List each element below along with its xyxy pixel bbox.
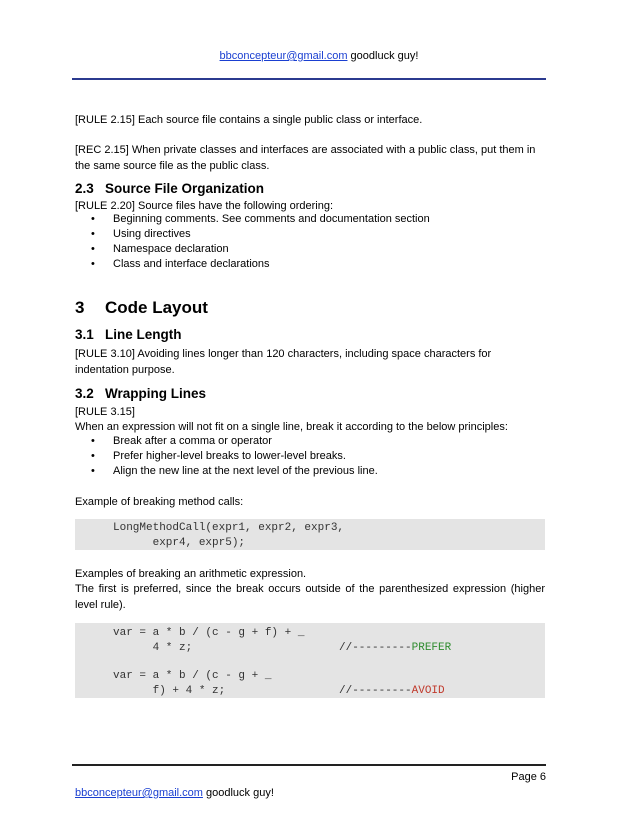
comment-dashes: //---------: [339, 642, 412, 654]
section-3-2-heading: [75, 386, 206, 401]
rule-3-15-text: When an expression will not fit on a single line, break it according to the below principles:: [75, 421, 508, 433]
avoid-tag: AVOID: [411, 685, 445, 697]
list-item: • Prefer higher-level breaks to lower-level breaks.: [75, 449, 545, 464]
prefer-tag: PREFER: [411, 642, 452, 654]
page-number: Page 6: [511, 771, 546, 783]
rule-3-10: [RULE 3.10] Avoiding lines longer than 120 characters, including space characters for indentation purpose.: [75, 348, 492, 376]
list-item: • Namespace declaration: [75, 242, 545, 257]
footer-divider: [72, 764, 546, 766]
wrapping-list-container: [75, 434, 545, 479]
section-title: Line Length: [105, 327, 182, 342]
code-line: var = a * b / (c - g + f) + _: [113, 627, 305, 639]
code-comment: [339, 642, 451, 654]
wrapping-list: [75, 434, 545, 479]
rule-2-20: [RULE 2.20] Source files have the following ordering:: [75, 200, 334, 212]
section-number: 2.3: [75, 181, 94, 196]
footer-email-link[interactable]: bbconcepteur@gmail.com: [75, 787, 203, 799]
section-title: Wrapping Lines: [105, 386, 207, 401]
page-footer: [75, 787, 274, 799]
ordering-list: [75, 212, 545, 272]
section-number: 3.2: [75, 386, 94, 401]
code-line: 4 * z;: [113, 642, 193, 654]
header-divider: [72, 78, 546, 80]
list-item: • Break after a comma or operator: [75, 434, 545, 449]
section-title: Source File Organization: [105, 181, 265, 196]
rec-2-15: [REC 2.15] When private classes and interfaces are associated with a public class, put them in the same source file as the public class.: [75, 144, 536, 172]
section-number: 3.1: [75, 327, 94, 342]
code-block-arith: [75, 623, 545, 698]
example-arith-description: The first is preferred, since the break occurs outside of the parenthesized expression (higher level rule).: [75, 583, 545, 611]
section-2-3-heading: [75, 181, 264, 196]
example-arith-label: Examples of breaking an arithmetic expression.: [75, 568, 307, 580]
header-email-link[interactable]: bbconcepteur@gmail.com: [219, 50, 348, 62]
list-item: • Using directives: [75, 227, 545, 242]
list-item: • Beginning comments. See comments and documentation section: [75, 212, 545, 227]
page-header: [0, 50, 638, 62]
footer-tail: goodluck guy!: [202, 787, 274, 799]
code-line: LongMethodCall(expr1, expr2, expr3,: [113, 522, 345, 534]
code-line: var = a * b / (c - g + _: [113, 670, 272, 682]
section-3-heading: [75, 298, 208, 318]
list-item: • Align the new line at the next level of the previous line.: [75, 464, 545, 479]
rule-3-15-label: [RULE 3.15]: [75, 406, 135, 418]
code-line: f) + 4 * z;: [113, 685, 226, 697]
code-block-method: [75, 519, 545, 550]
example-method-label: Example of breaking method calls:: [75, 496, 244, 508]
rule-2-15: [RULE 2.15] Each source file contains a single public class or interface.: [75, 114, 423, 126]
header-tail: goodluck guy!: [347, 50, 419, 62]
ordering-list-container: [75, 212, 545, 272]
code-comment: [339, 685, 445, 697]
code-line: expr4, expr5);: [113, 537, 246, 549]
comment-dashes: //---------: [339, 685, 412, 697]
list-item: • Class and interface declarations: [75, 257, 545, 272]
section-3-1-heading: [75, 327, 182, 342]
section-number: 3: [75, 298, 85, 317]
section-title: Code Layout: [105, 298, 208, 317]
